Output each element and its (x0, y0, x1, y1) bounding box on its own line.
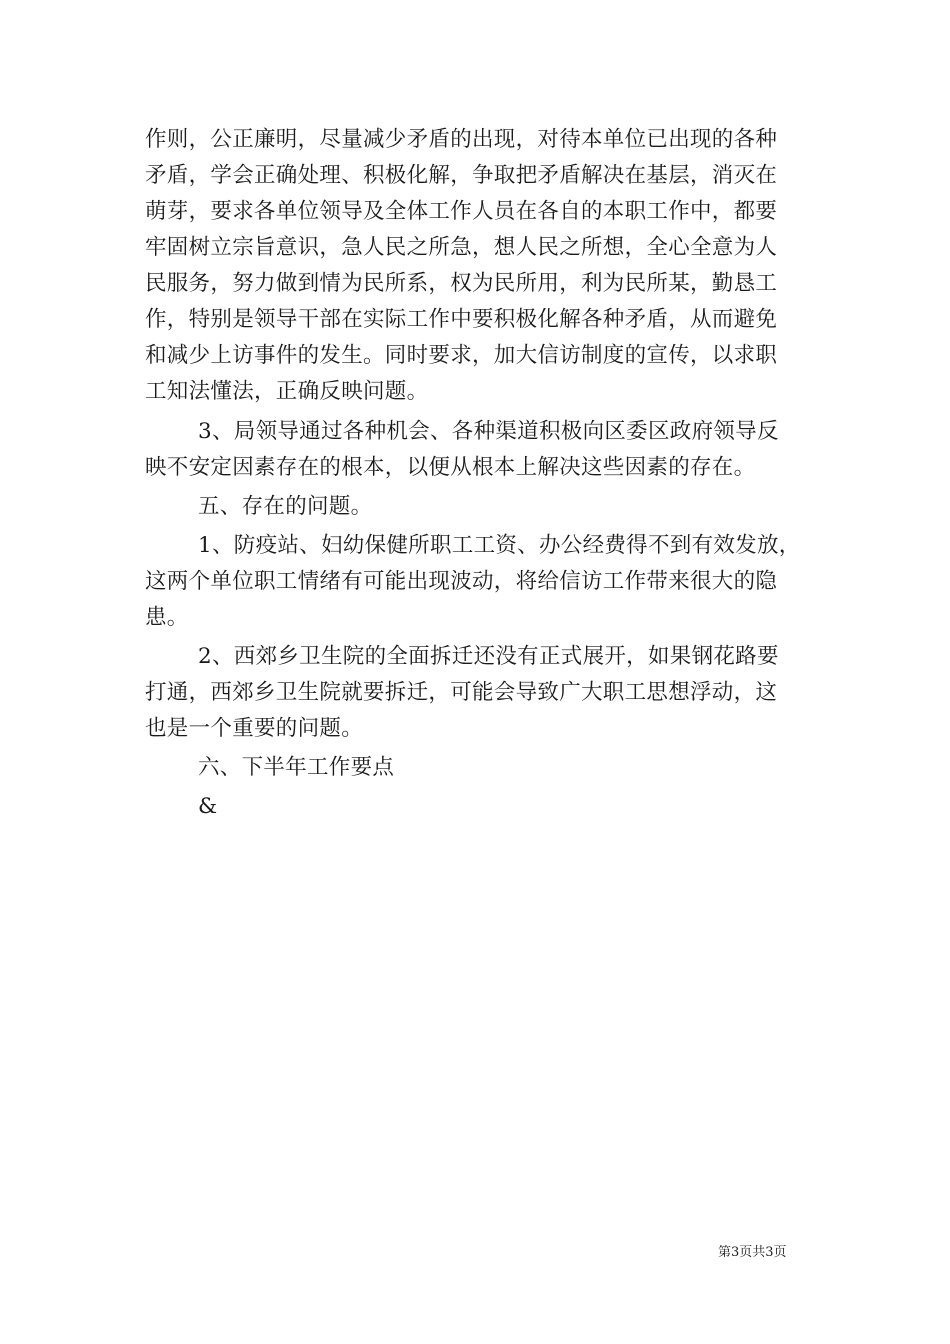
paragraph-line: 打通，西郊乡卫生院就要拆迁，可能会导致广大职工思想浮动，这 (145, 680, 778, 705)
section-heading: 五、存在的问题。 (198, 494, 373, 519)
paragraph-line: 2、西郊乡卫生院的全面拆迁还没有正式展开，如果钢花路要 (198, 644, 779, 669)
paragraph-line: 这两个单位职工情绪有可能出现波动，将给信访工作带来很大的隐 (145, 569, 778, 594)
paragraph-line: 也是一个重要的问题。 (145, 716, 364, 741)
paragraph-line: 工知法懂法，正确反映问题。 (145, 379, 429, 404)
page-number: 第3页共3页 (718, 1245, 787, 1260)
paragraph-line: & (198, 794, 218, 819)
paragraph-line: 3、局领导通过各种机会、各种渠道积极向区委区政府领导反 (198, 419, 779, 444)
section-heading: 六、下半年工作要点 (198, 755, 395, 780)
paragraph-line: 患。 (145, 605, 189, 630)
paragraph-line: 映不安定因素存在的根本，以便从根本上解决这些因素的存在。 (145, 455, 756, 480)
paragraph-line: 1、防疫站、妇幼保健所职工工资、办公经费得不到有效发放， (198, 533, 801, 558)
paragraph-line: 作，特别是领导干部在实际工作中要积极化解各种矛盾，从而避免 (145, 307, 778, 332)
paragraph-line: 萌芽，要求各单位领导及全体工作人员在各自的本职工作中，都要 (145, 199, 778, 224)
paragraph-line: 和减少上访事件的发生。同时要求，加大信访制度的宣传，以求职 (145, 343, 778, 368)
paragraph-line: 矛盾，学会正确处理、积极化解，争取把矛盾解决在基层，消灭在 (145, 163, 778, 188)
paragraph-line: 牢固树立宗旨意识，急人民之所急，想人民之所想，全心全意为人 (145, 235, 778, 260)
paragraph-line: 作则，公正廉明，尽量减少矛盾的出现，对待本单位已出现的各种 (145, 127, 778, 152)
paragraph-line: 民服务，努力做到情为民所系，权为民所用，利为民所某，勤恳工 (145, 271, 778, 296)
